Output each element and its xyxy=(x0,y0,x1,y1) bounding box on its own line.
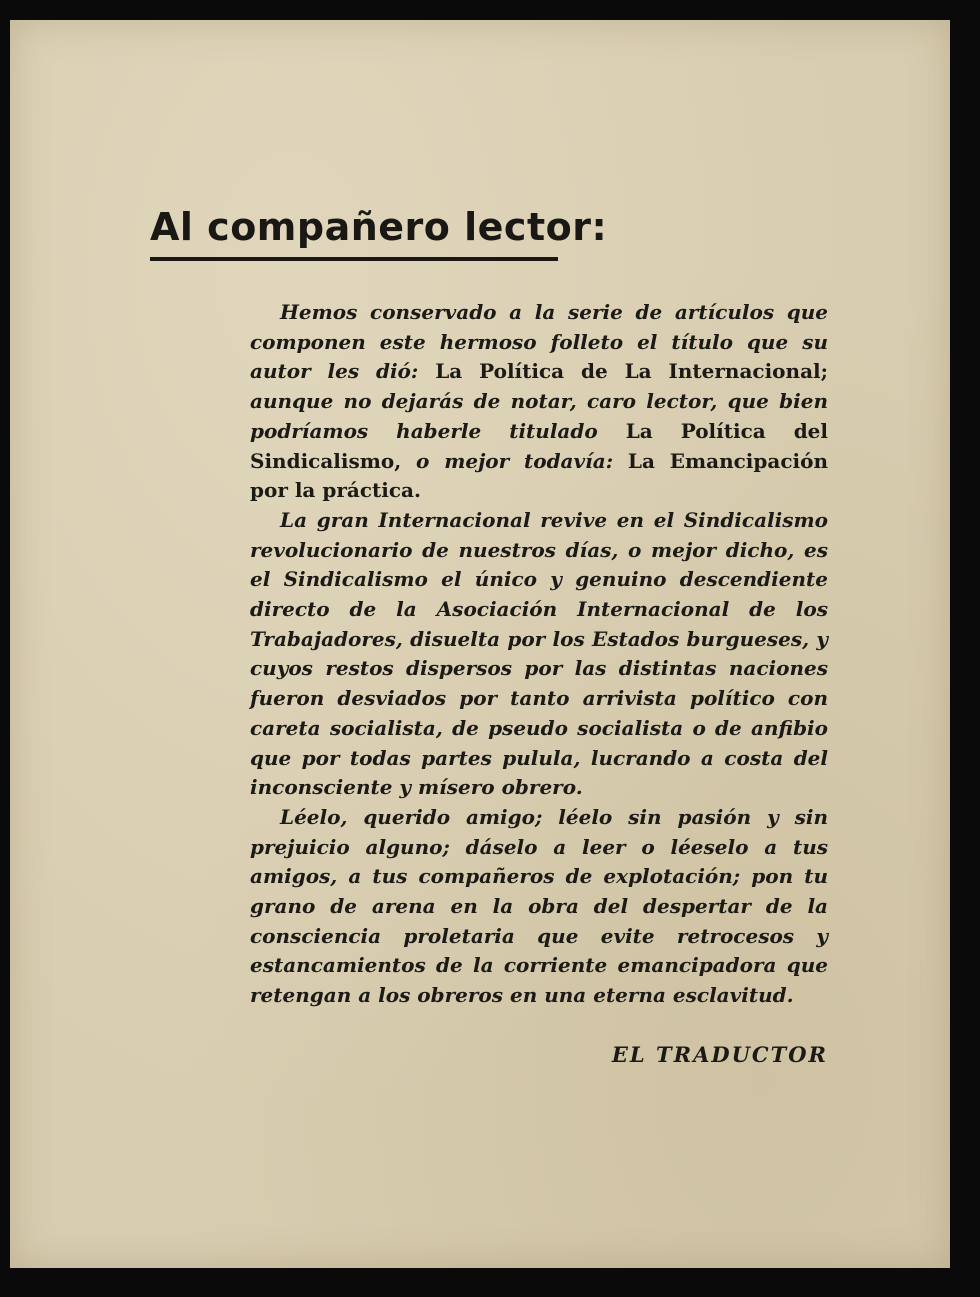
body-text xyxy=(250,298,828,1011)
title-block xyxy=(150,205,608,261)
p1-segment-3: aunque no dejarás de notar, caro lector, que bien podríamos haberle titulado xyxy=(250,389,828,443)
p1-segment-5: o mejor todavía: xyxy=(401,448,628,473)
page-title: Al compañero lector: xyxy=(150,205,608,249)
signature: EL TRADUCTOR xyxy=(611,1042,828,1067)
p1-segment-4: La Política del Sindicalismo, xyxy=(250,418,828,473)
paragraph-3 xyxy=(250,803,828,1011)
p1-segment-2: La Política de La Internacional; xyxy=(435,359,829,384)
p2-segment-1: La gran Internacional revive en el Sindicalismo revolucionario de nuestros días, o mejor dicho, es el Sindicalismo el único y genuino descendiente directo de la Asociación Internacional de los Trabajadores, disuelta por los Estados burgueses, y cuyos restos dispersos por las distintas naciones fueron desviados por tanto arrivista político con careta socialista, de pseudo socialista o de anfibio que por todas partes pulula, lucrando a costa del inconsciente y mísero obrero. xyxy=(250,507,828,800)
paragraph-1 xyxy=(250,298,828,506)
p1-segment-1: Hemos conservado a la serie de artículos que componen este hermoso folleto el título que su autor les dió: xyxy=(250,300,828,384)
p1-segment-6: La Emancipación por la práctica. xyxy=(250,448,828,503)
p3-segment-1: Léelo, querido amigo; léelo sin pasión y sin prejuicio alguno; dáselo a leer o léeselo a tus amigos, a tus compañeros de explotación; pon tu grano de arena en la obra del despertar de la consciencia proletaria que evite retrocesos y estancamientos de la corriente emancipadora que retengan a los obreros en una eterna esclavitud. xyxy=(250,804,828,1008)
paragraph-2 xyxy=(250,506,828,803)
document-page xyxy=(10,20,950,1268)
title-underline xyxy=(150,257,558,261)
